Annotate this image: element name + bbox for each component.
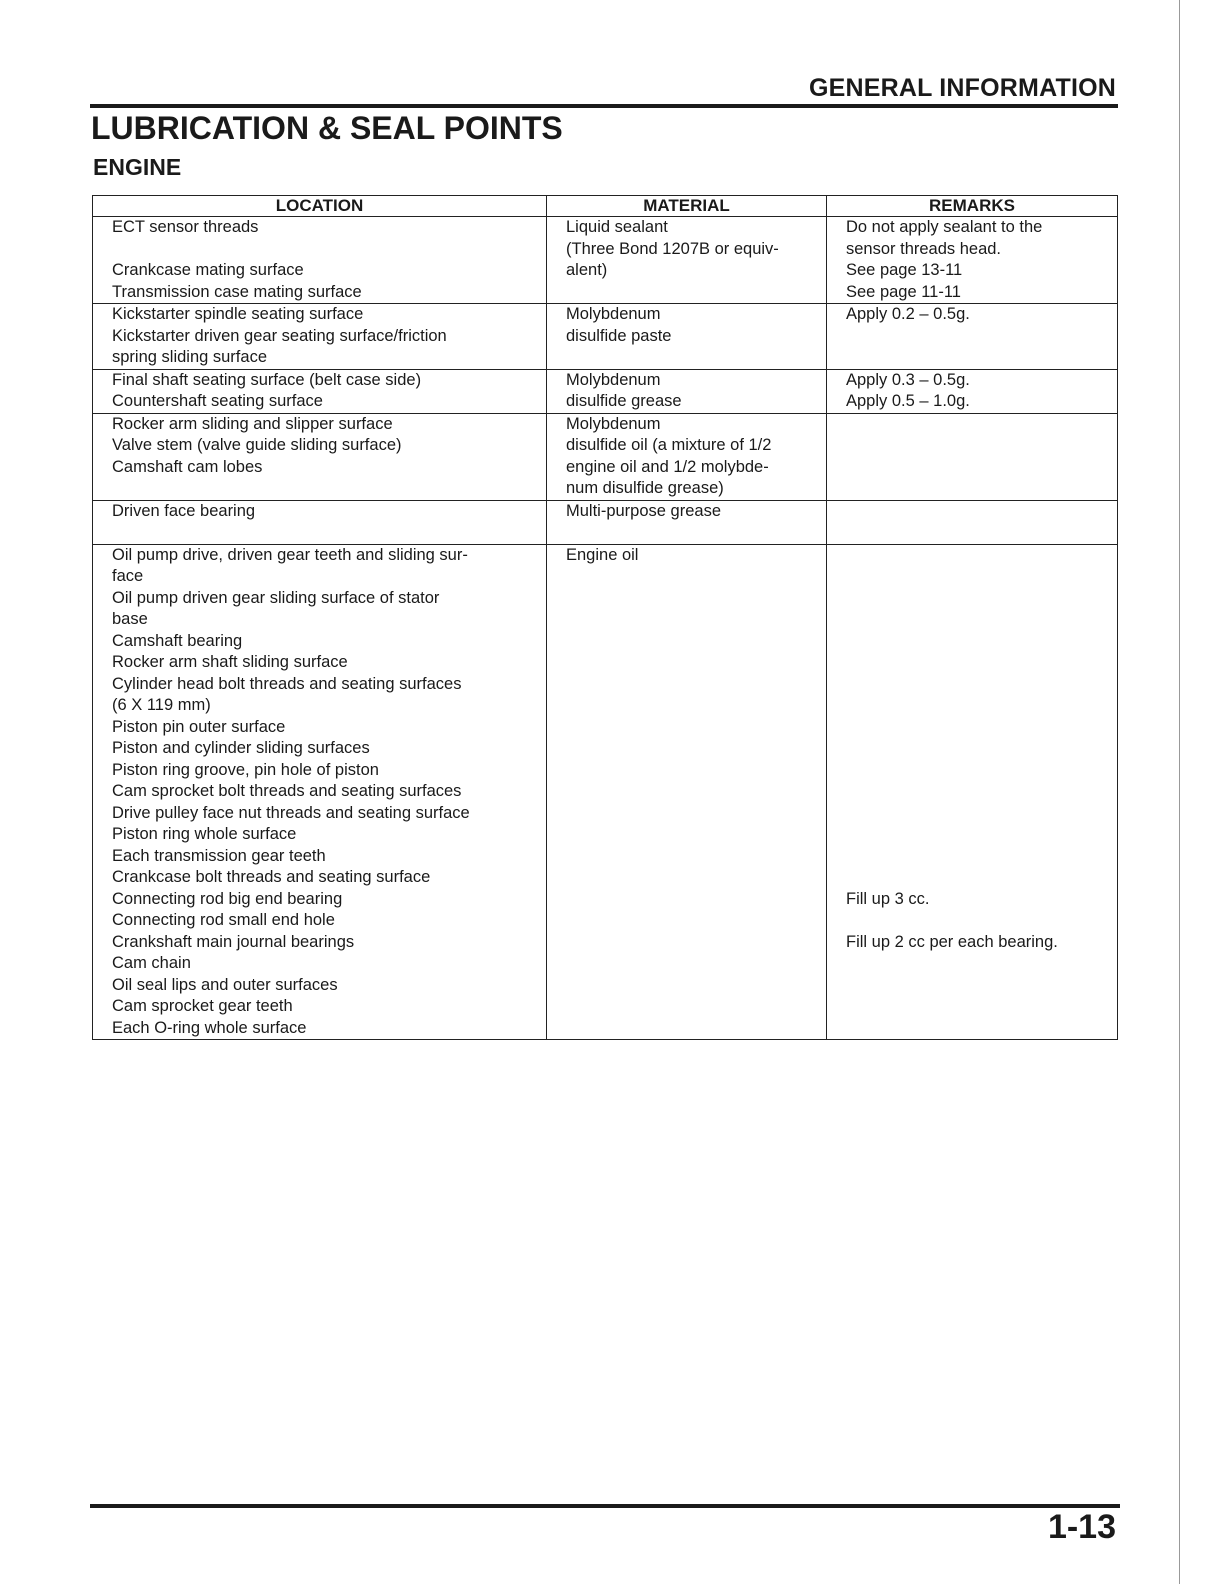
table-row [93,544,1118,1040]
remarks-line [846,588,1117,610]
section-subtitle: ENGINE [93,154,182,180]
location-line: (6 X 119 mm) [112,696,211,714]
remarks-line [846,631,1117,653]
location-line: Connecting rod small end hole [112,911,335,929]
material-line: num disulfide grease) [566,479,724,497]
cell-location [93,369,547,413]
page-title: LUBRICATION & SEAL POINTS [91,110,563,146]
page-number: 1-13 [1047,1508,1116,1546]
location-line: Camshaft cam lobes [112,457,263,476]
location-line: Piston ring groove, pin hole of piston [112,760,379,779]
location-line [112,522,546,544]
lubrication-table [92,195,1118,1040]
location-line: Transmission case mating surface [112,282,362,301]
remarks-line [846,824,1117,846]
location-line: Piston and cylinder sliding surfaces [112,739,370,757]
location-line: Rocker arm sliding and slipper surface [112,414,393,433]
remarks-line [846,867,1117,889]
table-row [93,369,1118,413]
remarks-line: sensor threads head. [846,239,1002,258]
location-line: Final shaft seating surface (belt case side) [112,370,422,389]
remarks-line: See page 11-11 [846,282,961,301]
remarks-line: Apply 0.5 – 1.0g. [846,392,970,410]
cell-material [547,413,827,500]
cell-location [93,304,547,370]
location-line: Oil pump driven gear sliding surface of stator [112,588,440,607]
location-line: Each transmission gear teeth [112,846,326,865]
cell-location [93,500,547,544]
location-line: ECT sensor threads [112,218,259,236]
location-line: Each O-ring whole surface [112,1018,307,1037]
location-line [112,239,546,261]
location-line: Crankshaft main journal bearings [112,932,355,951]
cell-remarks [827,544,1118,1040]
cell-location [93,217,547,304]
table-row [93,304,1118,370]
material-line: disulfide oil (a mixture of 1/2 [566,436,772,454]
cell-remarks [827,369,1118,413]
location-line: Piston pin outer surface [112,717,286,736]
column-header-location: LOCATION [93,196,547,217]
location-line: Drive pulley face nut threads and seating surface [112,803,470,822]
location-line: Camshaft bearing [112,631,243,650]
location-line: Oil seal lips and outer surfaces [112,975,338,994]
cell-material [547,544,827,1040]
cell-material [547,217,827,304]
cell-remarks [827,304,1118,370]
location-line: Kickstarter spindle seating surface [112,305,364,323]
location-line: Rocker arm shaft sliding surface [112,653,348,671]
cell-remarks [827,217,1118,304]
location-line: Valve stem (valve guide sliding surface) [112,436,402,454]
location-line: Oil pump drive, driven gear teeth and sliding sur- [112,545,468,564]
remarks-line: Apply 0.3 – 0.5g. [846,370,970,389]
remarks-line: Do not apply sealant to the [846,218,1043,236]
cell-material [547,500,827,544]
location-line: spring sliding surface [112,348,267,366]
location-line: Piston ring whole surface [112,825,297,843]
remarks-line [846,717,1117,739]
location-line: face [112,567,144,585]
location-line: base [112,610,148,628]
remarks-line [846,652,1117,674]
location-line: Kickstarter driven gear seating surface/friction [112,326,447,345]
material-line: Molybdenum [566,370,661,389]
remarks-line: Fill up 3 cc. [846,889,930,908]
location-line: Cam chain [112,954,191,972]
remarks-line [846,566,1117,588]
cell-remarks [827,500,1118,544]
table-row [93,413,1118,500]
material-line: Engine oil [566,545,639,564]
column-header-material: MATERIAL [547,196,827,217]
table-header-row [93,196,1118,217]
remarks-line [846,695,1117,717]
location-line: Cam sprocket gear teeth [112,997,293,1015]
table-row [93,217,1118,304]
cell-location [93,544,547,1040]
cell-location [93,413,547,500]
location-line: Cylinder head bolt threads and seating surfaces [112,674,462,693]
remarks-line [846,781,1117,803]
remarks-line [846,910,1117,932]
top-rule [90,104,1118,108]
bottom-rule [90,1504,1120,1508]
cell-material [547,369,827,413]
material-line: Liquid sealant [566,218,668,236]
material-line: alent) [566,261,608,279]
material-line: (Three Bond 1207B or equiv- [566,239,779,258]
location-line: Crankcase mating surface [112,261,304,279]
remarks-line: Fill up 2 cc per each bearing. [846,932,1058,951]
location-line: Connecting rod big end bearing [112,889,343,908]
remarks-line [846,738,1117,760]
material-line: disulfide grease [566,392,682,410]
remarks-line [846,846,1117,868]
location-line: Crankcase bolt threads and seating surface [112,868,431,886]
location-line: Countershaft seating surface [112,392,323,410]
column-header-remarks: REMARKS [827,196,1118,217]
remarks-line: Apply 0.2 – 0.5g. [846,305,970,323]
material-line: Molybdenum [566,414,661,433]
remarks-line [846,545,1117,567]
material-line: disulfide paste [566,326,672,345]
remarks-line: See page 13-11 [846,261,963,279]
cell-material [547,304,827,370]
section-header: GENERAL INFORMATION [808,74,1116,102]
location-line: Driven face bearing [112,501,256,520]
material-line: engine oil and 1/2 molybde- [566,457,769,476]
location-line: Cam sprocket bolt threads and seating surfaces [112,782,462,800]
material-line: Multi-purpose grease [566,501,721,520]
scan-edge-line [1179,0,1180,1584]
remarks-line [846,803,1117,825]
remarks-line [846,760,1117,782]
material-line: Molybdenum [566,305,661,323]
remarks-line [846,674,1117,696]
cell-remarks [827,413,1118,500]
table-row [93,500,1118,544]
remarks-line [846,609,1117,631]
